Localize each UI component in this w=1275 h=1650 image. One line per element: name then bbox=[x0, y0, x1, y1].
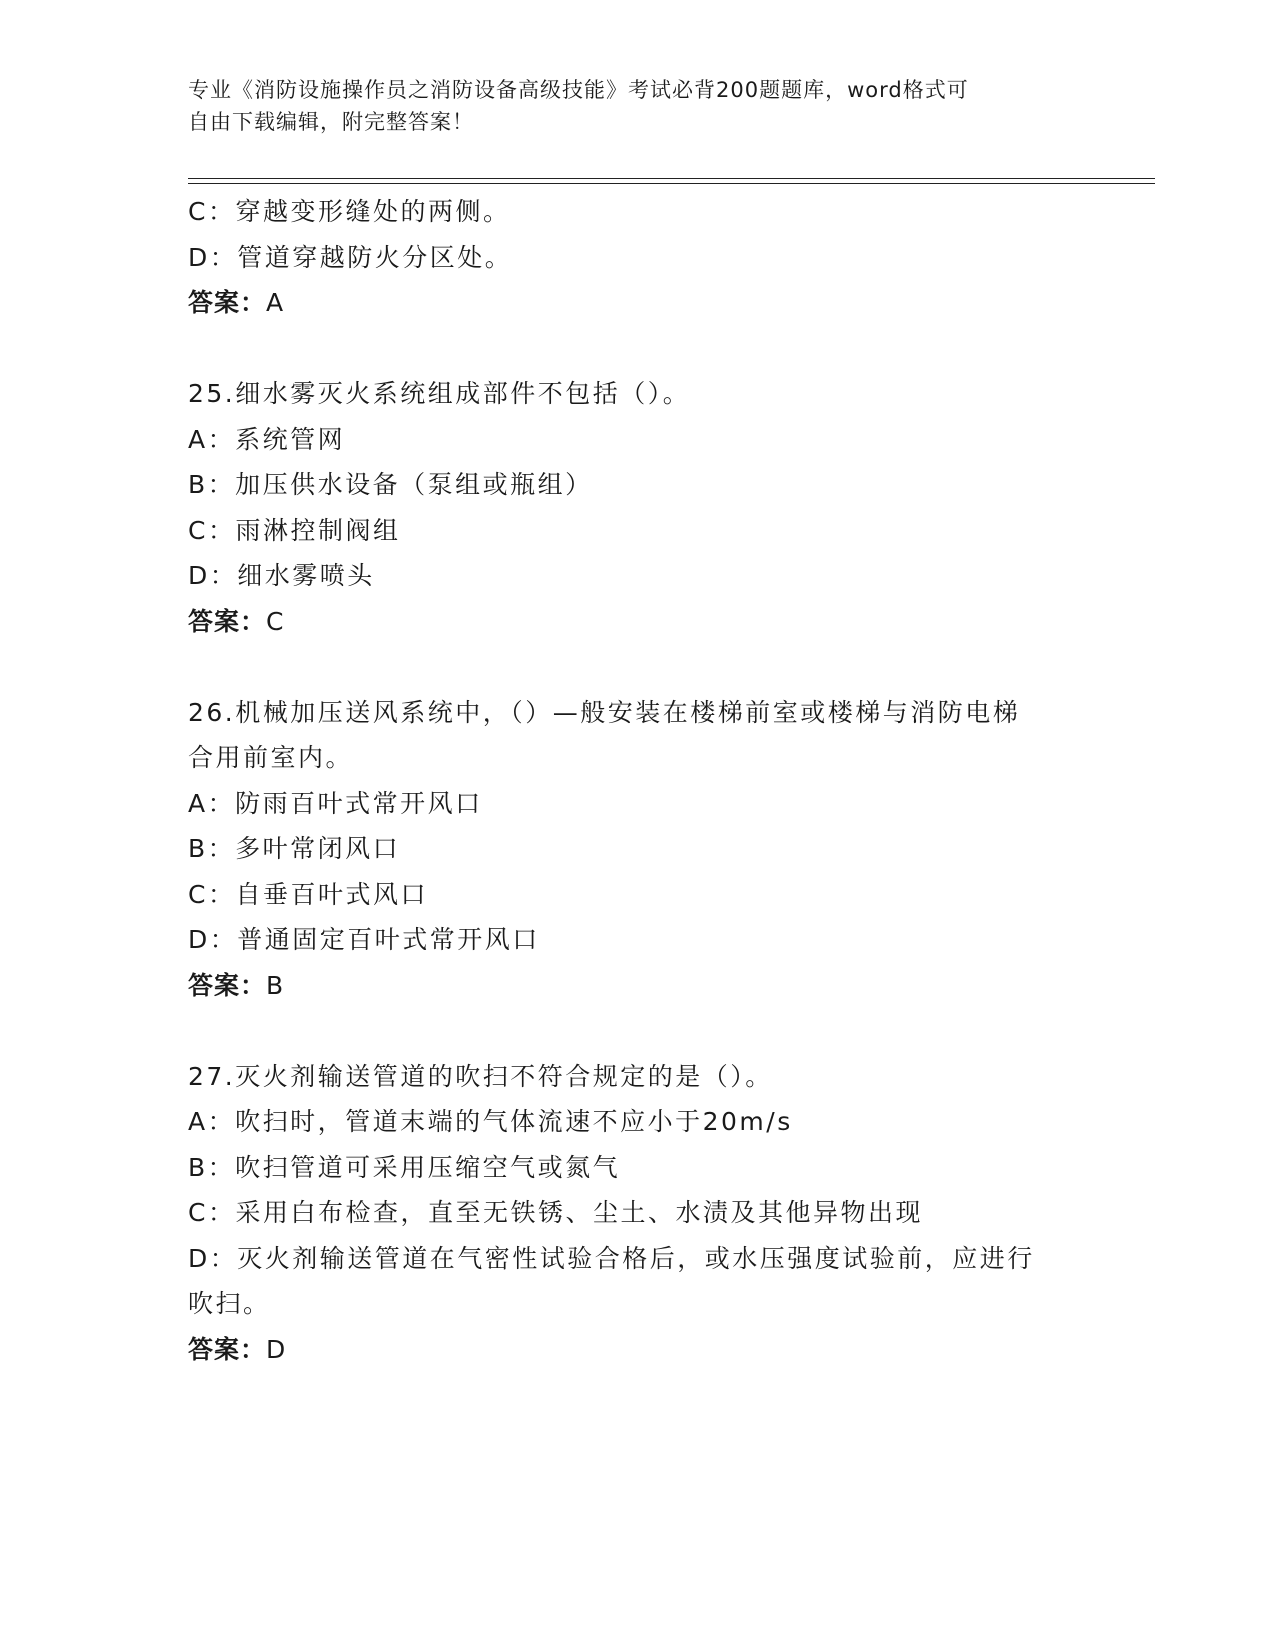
option-c: C：穿越变形缝处的两侧。 bbox=[188, 197, 511, 226]
answer-label: 答案： bbox=[188, 970, 267, 1000]
spacer bbox=[188, 644, 1088, 690]
question-26 bbox=[188, 690, 1088, 1009]
option-c: C：采用白布检查，直至无铁锈、尘土、水渍及其他异物出现 bbox=[188, 1198, 923, 1227]
option-a: A：吹扫时，管道末端的气体流速不应小于20m/s bbox=[188, 1107, 793, 1136]
option-d: D：管道穿越防火分区处。 bbox=[188, 242, 513, 272]
header-line-1: 专业《消防设施操作员之消防设备高级技能》考试必背200题题库，word格式可 bbox=[188, 78, 969, 102]
question-25 bbox=[188, 371, 1088, 644]
answer-label: 答案： bbox=[188, 606, 267, 636]
option-c: C：自垂百叶式风口 bbox=[188, 879, 428, 909]
answer-line bbox=[188, 599, 1088, 645]
header-divider-bottom bbox=[188, 183, 1155, 184]
answer-value: A bbox=[266, 288, 285, 317]
option-a: A：系统管网 bbox=[188, 424, 346, 454]
header-divider-top bbox=[188, 178, 1155, 179]
document-header bbox=[188, 74, 1088, 138]
question-stem: 27.灭火剂输送管道的吹扫不符合规定的是（）。 bbox=[188, 1061, 773, 1091]
question-stem-continuation: 合用前室内。 bbox=[188, 743, 354, 772]
option-a: A：防雨百叶式常开风口 bbox=[188, 788, 483, 818]
question-list bbox=[188, 189, 1088, 1372]
answer-label: 答案： bbox=[188, 288, 267, 317]
option-b: B：多叶常闭风口 bbox=[188, 834, 401, 863]
question-24-tail bbox=[188, 189, 1088, 326]
answer-line bbox=[188, 280, 1088, 326]
answer-line bbox=[188, 1327, 1088, 1373]
answer-value: D bbox=[266, 1334, 287, 1364]
question-27 bbox=[188, 1054, 1088, 1373]
question-stem: 26.机械加压送风系统中，（）—般安装在楼梯前室或楼梯与消防电梯 bbox=[188, 697, 1021, 727]
spacer bbox=[188, 326, 1088, 372]
header-line-2: 自由下载编辑，附完整答案！ bbox=[188, 110, 474, 134]
answer-value: B bbox=[266, 970, 285, 1000]
answer-label: 答案： bbox=[188, 1334, 267, 1364]
option-d: D：细水雾喷头 bbox=[188, 561, 375, 590]
option-d-continuation: 吹扫。 bbox=[188, 1289, 271, 1318]
option-c: C：雨淋控制阀组 bbox=[188, 515, 401, 545]
option-d: D：普通固定百叶式常开风口 bbox=[188, 925, 540, 954]
spacer bbox=[188, 1008, 1088, 1054]
answer-value: C bbox=[266, 606, 285, 636]
answer-line bbox=[188, 963, 1088, 1009]
question-stem: 25.细水雾灭火系统组成部件不包括（）。 bbox=[188, 379, 691, 408]
option-d: D：灭火剂输送管道在气密性试验合格后，或水压强度试验前，应进行 bbox=[188, 1243, 1035, 1273]
option-b: B：吹扫管道可采用压缩空气或氮气 bbox=[188, 1152, 621, 1182]
option-b: B：加压供水设备（泵组或瓶组） bbox=[188, 470, 593, 499]
